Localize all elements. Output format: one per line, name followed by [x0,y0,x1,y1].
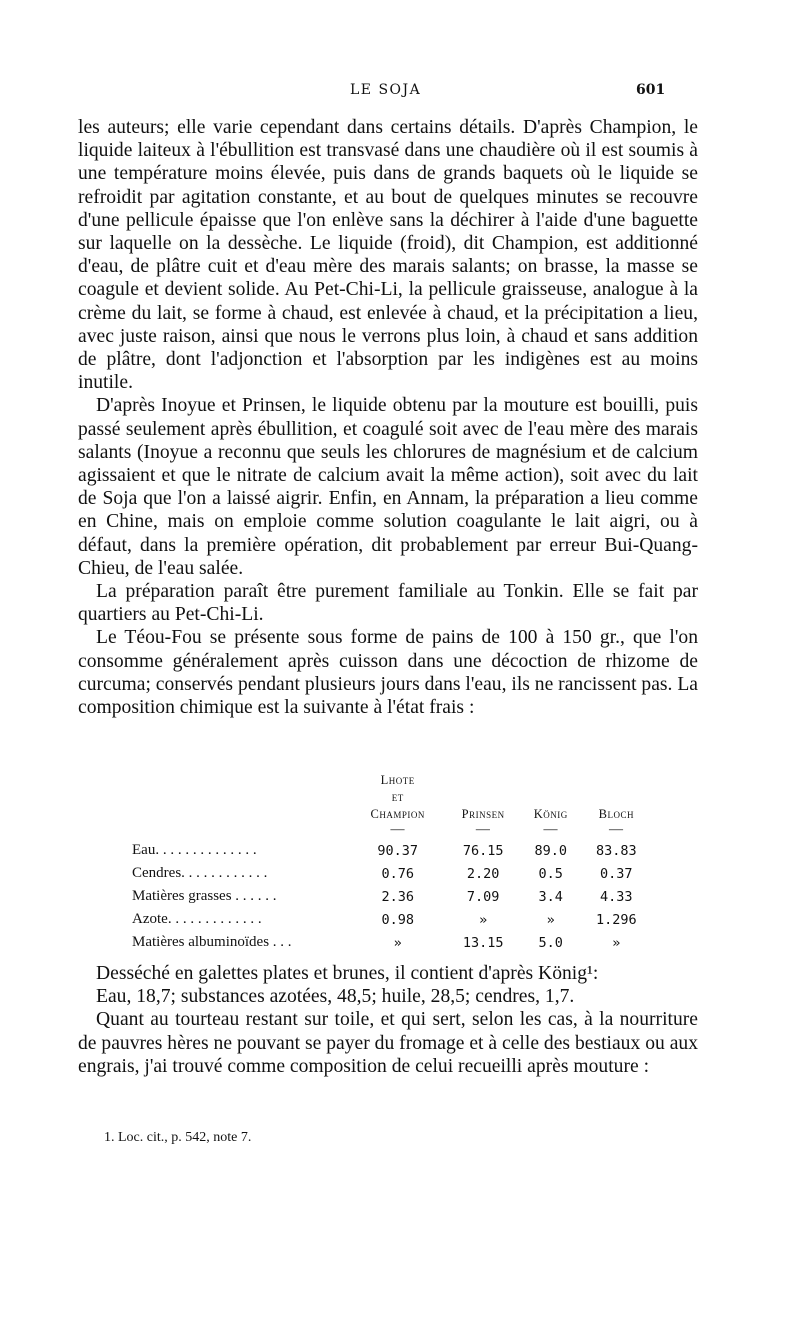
header-champion: Champion [370,807,425,821]
cell-value: 7.09 [466,888,500,905]
cell-value: 0.5 [538,865,563,882]
cell-value: » [393,934,402,951]
table-row [132,885,652,908]
cell-value: 76.15 [462,842,504,859]
table-row [132,908,652,931]
paragraph-6: Eau, 18,7; substances azotées, 48,5; huile, 28,5; cendres, 1,7. [96,986,575,1008]
cell-value: 90.37 [377,842,419,859]
header-bloch: Bloch — [598,807,634,837]
body-text [78,116,698,719]
cell-value: 5.0 [538,934,563,951]
table-row [132,931,652,954]
paragraph-2: D'après Inoyue et Prinsen, le liquide obtenu par la mouture est bouilli, puis passé seulement après ébullition, et coagulé soit avec de l'eau mère des marais salants (Inoyue a reconnu que seuls les chlorures de magnésium et de calcium agissaient et que le nitrate de calcium avait la même action), soit avec du lait de Soja que l'on a laissé aigrir. Enfin, en Annam, la préparation a lieu comme en Chine, mais on emploie comme solution coagulante le lait aigri, ou à défaut, dans la première opération, dit probablement par erreur Bui-Quang-Chieu, de l'eau salée. [78,395,698,579]
header-prinsen: Prinsen — [461,807,505,837]
paragraph-7: Quant au tourteau restant sur toile, et qui sert, selon les cas, à la nourriture de pauvres hères ne pouvant se payer du fromage et à celle des bestiaux ou aux engrais, j'ai trouvé comme composition de celui recueilli après mouture : [78,1009,698,1077]
cell-value: » [479,911,488,928]
row-label: Matières grasses . . . . . . [132,888,277,904]
header-blank [132,772,350,839]
closing-text [78,962,698,1078]
cell-value: 2.20 [466,865,500,882]
cell-value: 13.15 [462,934,504,951]
table-header-row [132,772,652,839]
cell-value: » [612,934,621,951]
header-lhote: Lhote [380,773,415,787]
header-dash: — [390,822,405,837]
cell-value: 4.33 [600,888,633,905]
composition-table [132,772,652,954]
cell-value: 2.36 [381,888,414,905]
footnote: 1. Loc. cit., p. 542, note 7. [104,1130,252,1145]
running-title: LE SOJA [350,82,422,98]
table-row [132,839,652,862]
row-label: Eau. . . . . . . . . . . . . . [132,842,257,858]
paragraph-1: les auteurs; elle varie cependant dans certains détails. D'après Champion, le liquide laiteux à l'ébullition est transvasé dans une chaudière où il est soumis à une température moins élevée, puis dans de grands baquets où le liquide se refroidit par agitation constante, et au bout de quelques minutes se recouvre d'une pellicule épaisse que l'on enlève sans la déchirer à l'aide d'une baguette sur laquelle on la dessèche. Le liquide (froid), dit Champion, est additionné d'eau, de plâtre cuit et d'eau mère des marais salants; on brasse, la masse se coagule et devient solide. Au Pet-Chi-Li, la pellicule graisseuse, analogue à la crème du lait, se forme à chaud, est enlevée à chaud, et la précipitation a lieu, avec juste raison, ainsi que nous le verrons plus loin, à chaud et sans addition de plâtre, dont l'adjonction et l'absorption par les indigènes est au moins inutile. [78,117,698,394]
header-et: et [391,790,404,804]
row-label: Cendres. . . . . . . . . . . . [132,865,268,881]
running-head [0,82,800,104]
cell-value: 0.76 [381,865,414,882]
paragraph-3: La préparation paraît être purement familiale au Tonkin. Elle se fait par quartiers au Pet-Chi-Li. [78,581,698,626]
row-label: Azote. . . . . . . . . . . . . [132,911,262,927]
header-lhote-champion [350,772,445,839]
paragraph-4: Le Téou-Fou se présente sous forme de pains de 100 à 150 gr., que l'on consomme généralement après cuisson dans une décoction de rhizome de curcuma; conservés pendant plusieurs jours dans l'eau, ils ne rancissent pas. La composition chimique est la suivante à l'état frais : [78,627,699,719]
cell-value: 83.83 [595,842,637,859]
cell-value: 0.37 [600,865,633,882]
page-number: 601 [636,82,666,98]
cell-value: 3.4 [538,888,563,905]
cell-value: » [546,911,555,928]
cell-value: 89.0 [534,842,567,859]
cell-value: 0.98 [381,911,414,928]
row-label: Matières albuminoïdes . . . [132,934,292,950]
table-row [132,862,652,885]
header-konig: König — [533,807,568,837]
cell-value: 1.296 [595,911,637,928]
paragraph-5: Desséché en galettes plates et brunes, il contient d'après König¹: [96,963,599,984]
